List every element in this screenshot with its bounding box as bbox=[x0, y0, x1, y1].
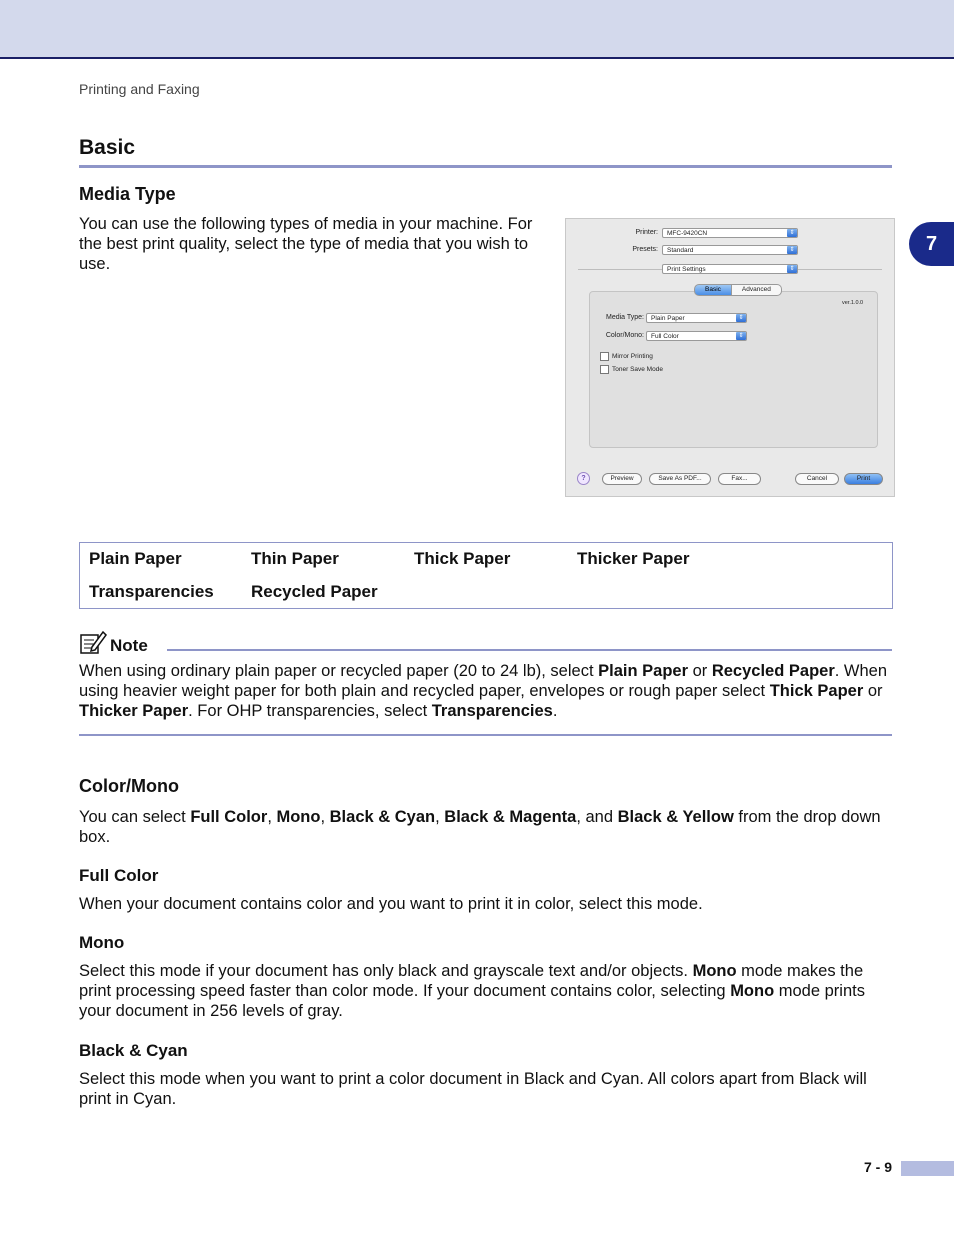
save-as-pdf-button: Save As PDF... bbox=[649, 473, 711, 485]
checkbox-box bbox=[600, 365, 609, 374]
media-cell: Plain Paper bbox=[89, 549, 182, 568]
popup-arrow-icon: ⇕ bbox=[736, 314, 746, 322]
media-type-intro: You can use the following types of media in your machine. For the best print quality, select the type of media that you wish to use. bbox=[79, 215, 533, 273]
full-color-heading: Full Color bbox=[79, 866, 159, 885]
dialog-tabs bbox=[694, 284, 782, 296]
help-icon: ? bbox=[577, 472, 590, 485]
media-type-popup bbox=[646, 313, 747, 323]
media-type-value: Plain Paper bbox=[651, 315, 685, 322]
note-label: Note bbox=[110, 636, 148, 655]
mirror-printing-label: Mirror Printing bbox=[612, 353, 653, 360]
presets-label: Presets: bbox=[632, 246, 658, 253]
media-type-heading: Media Type bbox=[79, 184, 176, 204]
version-label: ver.1.0.0 bbox=[842, 300, 864, 306]
mirror-printing-checkbox bbox=[600, 352, 653, 361]
page-header-bar bbox=[0, 0, 954, 59]
note-text: When using ordinary plain paper or recycled paper (20 to 24 lb), select Plain Paper or Recycled Paper. When using heavier weight paper for both plain and recycled paper, envelopes or rough paper select Thick Paper or Thicker Paper. For OHP transparencies, select Transparencies. bbox=[79, 662, 888, 720]
page-number: 7 - 9 bbox=[863, 1159, 892, 1175]
print-button: Print bbox=[844, 473, 883, 485]
breadcrumb: Printing and Faxing bbox=[79, 81, 200, 97]
pane-value: Print Settings bbox=[667, 266, 706, 273]
media-cell: Recycled Paper bbox=[251, 582, 378, 601]
note-rule bbox=[167, 649, 892, 651]
note-end-rule bbox=[79, 734, 892, 736]
printer-label: Printer: bbox=[635, 229, 658, 236]
print-dialog-screenshot bbox=[565, 218, 895, 497]
mono-text: Select this mode if your document has only black and grayscale text and/or objects. Mono mode makes the print processing speed faster than color mode. If your document contains color, selecting Mono mode prints your document in 256 levels of gray. bbox=[79, 962, 865, 1020]
page-number-bar bbox=[901, 1161, 954, 1176]
checkbox-box bbox=[600, 352, 609, 361]
cancel-button: Cancel bbox=[795, 473, 839, 485]
black-cyan-heading: Black & Cyan bbox=[79, 1041, 188, 1060]
mono-heading: Mono bbox=[79, 933, 125, 952]
toner-save-checkbox bbox=[600, 365, 663, 374]
section-title: Basic bbox=[79, 136, 136, 159]
media-cell: Thicker Paper bbox=[577, 549, 690, 568]
presets-value: Standard bbox=[667, 247, 694, 254]
popup-arrow-icon: ⇕ bbox=[787, 265, 797, 273]
full-color-text: When your document contains color and you want to print it in color, select this mode. bbox=[79, 895, 703, 913]
color-mono-value: Full Color bbox=[651, 333, 679, 340]
popup-arrow-icon: ⇕ bbox=[787, 229, 797, 237]
popup-arrow-icon: ⇕ bbox=[787, 246, 797, 254]
tab-advanced: Advanced bbox=[732, 284, 782, 296]
popup-arrow-icon: ⇕ bbox=[736, 332, 746, 340]
media-type-label: Media Type: bbox=[605, 314, 644, 321]
preview-button: Preview bbox=[602, 473, 642, 485]
presets-popup bbox=[662, 245, 798, 255]
tab-basic: Basic bbox=[694, 284, 732, 296]
media-cell: Thin Paper bbox=[251, 549, 339, 568]
printer-popup bbox=[662, 228, 798, 238]
color-mono-label: Color/Mono: bbox=[605, 332, 644, 339]
printer-value: MFC-9420CN bbox=[667, 230, 708, 237]
fax-button: Fax... bbox=[718, 473, 761, 485]
pane-popup bbox=[662, 264, 798, 274]
toner-save-label: Toner Save Mode bbox=[612, 366, 663, 373]
note-pencil-icon bbox=[79, 629, 107, 655]
color-mono-heading: Color/Mono bbox=[79, 776, 179, 796]
chapter-tab: 7 bbox=[909, 222, 954, 266]
color-mono-text: You can select Full Color, Mono, Black & Cyan, Black & Magenta, and Black & Yellow from the drop down box. bbox=[79, 808, 881, 846]
black-cyan-text: Select this mode when you want to print a color document in Black and Cyan. All colors apart from Black will print in Cyan. bbox=[79, 1070, 867, 1108]
media-cell: Transparencies bbox=[89, 582, 214, 601]
media-type-table bbox=[79, 542, 893, 609]
color-mono-popup bbox=[646, 331, 747, 341]
section-title-rule bbox=[79, 165, 892, 168]
media-cell: Thick Paper bbox=[414, 549, 511, 568]
